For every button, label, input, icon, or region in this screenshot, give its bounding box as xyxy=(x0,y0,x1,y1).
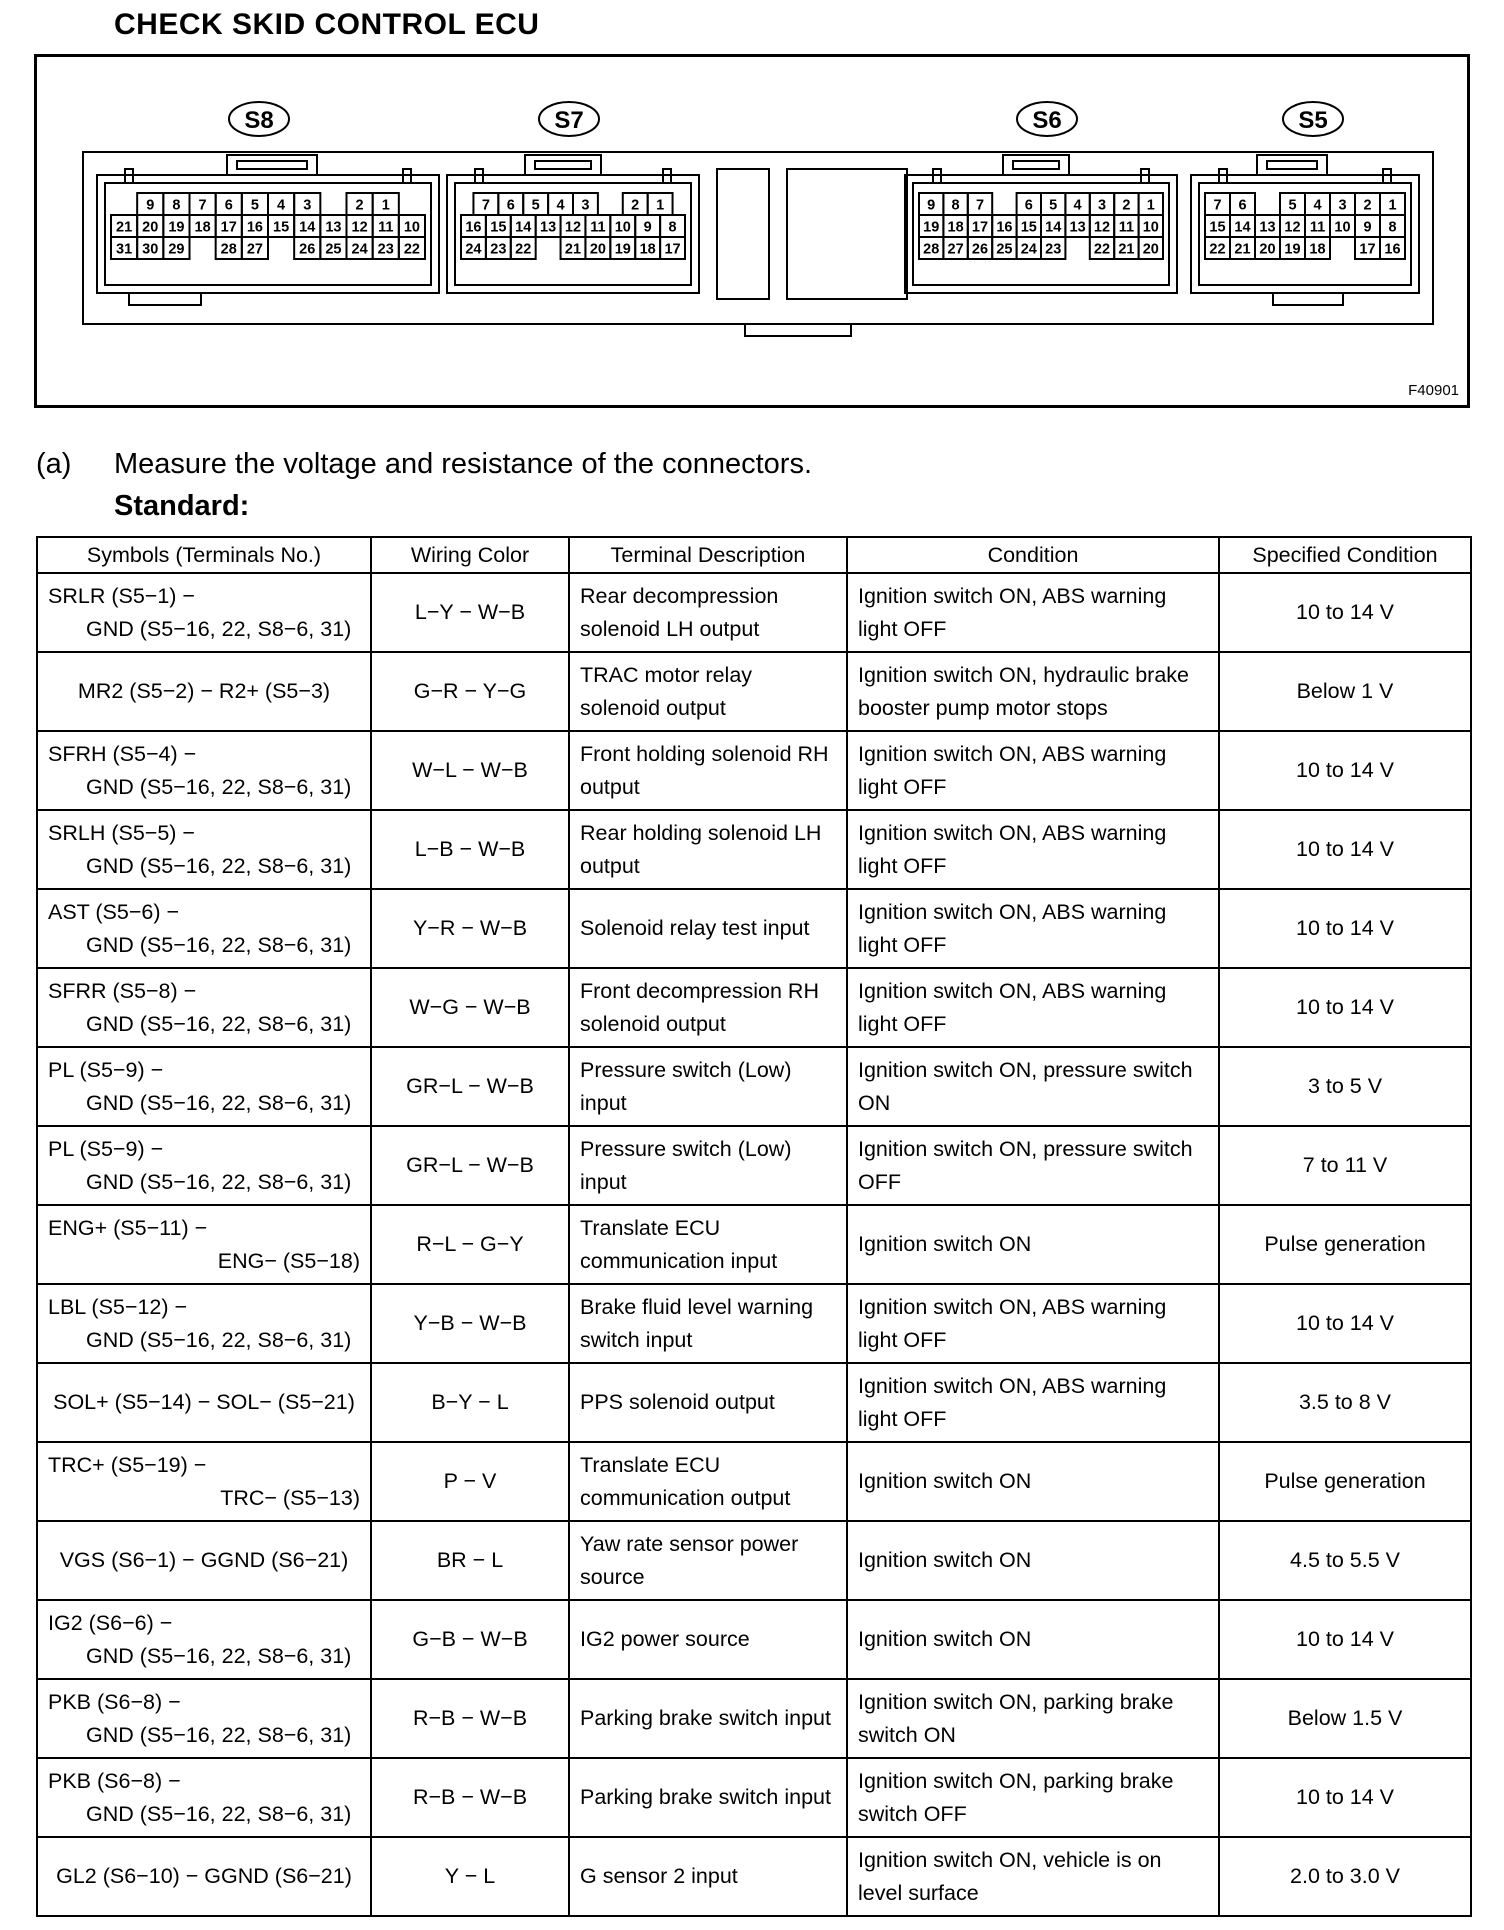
cell-terminal-description: Front holding solenoid RH output xyxy=(569,731,847,810)
symbol-line-1: TRC+ (S5−19) − xyxy=(48,1452,207,1477)
cell-wiring-color: G−B − W−B xyxy=(371,1600,569,1679)
pin-number: 18 xyxy=(1309,241,1326,258)
pin-number: 7 xyxy=(481,197,490,214)
header-wiring-color: Wiring Color xyxy=(371,537,569,573)
pin-number: 20 xyxy=(142,219,159,236)
pin-number: 16 xyxy=(246,219,263,236)
cell-condition: Ignition switch ON, hydraulic brake booster pump motor stops xyxy=(847,652,1219,731)
cell-specified-condition: 10 to 14 V xyxy=(1219,1284,1471,1363)
symbol-line-1: ENG+ (S5−11) − xyxy=(48,1215,208,1240)
cell-specified-condition: 4.5 to 5.5 V xyxy=(1219,1521,1471,1600)
pin-number: 28 xyxy=(923,241,940,258)
cell-terminal-description: Parking brake switch input xyxy=(569,1679,847,1758)
pin-number: 21 xyxy=(1118,241,1135,258)
symbol-line-1: MR2 (S5−2) − R2+ (S5−3) xyxy=(77,679,331,703)
pin-number: 2 xyxy=(355,197,364,214)
pin-number: 31 xyxy=(116,241,133,258)
connector-label: S5 xyxy=(1298,107,1328,134)
table-row xyxy=(37,1442,1471,1521)
pin-number: 18 xyxy=(639,241,656,258)
cell-terminal-description: Translate ECU communication output xyxy=(569,1442,847,1521)
connector-foot xyxy=(1273,293,1343,305)
header-condition: Condition xyxy=(847,537,1219,573)
cell-symbols xyxy=(37,1205,371,1284)
pin-number: 2 xyxy=(1122,197,1131,214)
standard-table xyxy=(36,536,1472,1917)
cell-terminal-description: Pressure switch (Low) input xyxy=(569,1047,847,1126)
pin-number: 20 xyxy=(1259,241,1276,258)
pin-number: 14 xyxy=(1234,219,1251,236)
symbol-line-2: ENG− (S5−18) xyxy=(217,1248,360,1273)
pin-number: 15 xyxy=(490,219,507,236)
cell-terminal-description: Front decompression RH solenoid output xyxy=(569,968,847,1047)
symbol-line-1: VGS (S6−1) − GGND (S6−21) xyxy=(59,1548,349,1572)
cell-specified-condition: 7 to 11 V xyxy=(1219,1126,1471,1205)
cell-wiring-color: W−L − W−B xyxy=(371,731,569,810)
pin-number: 1 xyxy=(1388,197,1397,214)
cell-wiring-color: GR−L − W−B xyxy=(371,1047,569,1126)
symbol-line-2: GND (S5−16, 22, S8−6, 31) xyxy=(86,1011,352,1036)
cell-terminal-description: Pressure switch (Low) input xyxy=(569,1126,847,1205)
cell-symbols xyxy=(37,1284,371,1363)
symbol-line-1: SRLR (S5−1) − xyxy=(48,583,195,608)
pin-number: 5 xyxy=(531,197,540,214)
pin-number: 13 xyxy=(325,219,342,236)
cell-terminal-description: Rear holding solenoid LH output xyxy=(569,810,847,889)
pin-number: 27 xyxy=(246,241,263,258)
pin-number: 12 xyxy=(351,219,368,236)
pin-number: 21 xyxy=(116,219,133,236)
pin-number: 23 xyxy=(1045,241,1062,258)
pin-number: 29 xyxy=(168,241,185,258)
blank-block xyxy=(717,169,769,299)
cell-wiring-color: P − V xyxy=(371,1442,569,1521)
table-row xyxy=(37,1205,1471,1284)
standard-label: Standard: xyxy=(114,490,250,522)
pin-number: 9 xyxy=(1363,219,1372,236)
symbol-line-1: SFRH (S5−4) − xyxy=(48,741,197,766)
cell-terminal-description: Rear decompression solenoid LH output xyxy=(569,573,847,652)
cell-wiring-color: GR−L − W−B xyxy=(371,1126,569,1205)
pin-number: 20 xyxy=(1142,241,1159,258)
pin-number: 14 xyxy=(1045,219,1062,236)
symbol-line-1: PL (S5−9) − xyxy=(48,1057,164,1082)
pin-number: 7 xyxy=(198,197,207,214)
pin-number: 28 xyxy=(220,241,237,258)
connector-label: S7 xyxy=(554,107,584,134)
cell-wiring-color: Y−R − W−B xyxy=(371,889,569,968)
cell-specified-condition: 10 to 14 V xyxy=(1219,1758,1471,1837)
cell-symbols xyxy=(37,652,371,731)
pin-number: 25 xyxy=(996,241,1013,258)
table-row xyxy=(37,573,1471,652)
pin-number: 16 xyxy=(1384,241,1401,258)
pin-number: 11 xyxy=(1118,219,1135,236)
connector-lock-slot xyxy=(1013,161,1059,169)
cell-condition: Ignition switch ON, vehicle is on level surface xyxy=(847,1837,1219,1916)
cell-wiring-color: R−L − G−Y xyxy=(371,1205,569,1284)
bottom-tab xyxy=(745,324,851,336)
cell-terminal-description: IG2 power source xyxy=(569,1600,847,1679)
pin-number: 6 xyxy=(1238,197,1247,214)
pin-number: 4 xyxy=(277,197,286,214)
cell-symbols xyxy=(37,810,371,889)
table-row xyxy=(37,1284,1471,1363)
cell-symbols xyxy=(37,889,371,968)
table-row xyxy=(37,1679,1471,1758)
pin-number: 21 xyxy=(564,241,582,258)
cell-condition: Ignition switch ON, pressure switch ON xyxy=(847,1047,1219,1126)
pin-number: 11 xyxy=(378,219,394,236)
pin-number: 5 xyxy=(1288,197,1297,214)
cell-terminal-description: G sensor 2 input xyxy=(569,1837,847,1916)
pin-number: 5 xyxy=(1049,197,1058,214)
connector-lock-slot xyxy=(535,161,591,169)
pin-number: 15 xyxy=(1020,219,1037,236)
pin-number: 7 xyxy=(1213,197,1222,214)
symbol-line-2: GND (S5−16, 22, S8−6, 31) xyxy=(86,1801,352,1826)
table-row xyxy=(37,1363,1471,1442)
cell-symbols xyxy=(37,1521,371,1600)
pin-number: 22 xyxy=(1093,241,1111,258)
pin-number: 1 xyxy=(656,197,665,214)
symbol-line-1: SOL+ (S5−14) − SOL− (S5−21) xyxy=(53,1390,355,1414)
pin-number: 22 xyxy=(403,241,420,258)
cell-wiring-color: L−Y − W−B xyxy=(371,573,569,652)
symbol-line-1: PKB (S6−8) − xyxy=(48,1689,181,1714)
pin-number: 7 xyxy=(975,197,985,214)
table-body xyxy=(37,573,1471,1916)
pin-number: 15 xyxy=(1209,219,1226,236)
pin-number: 19 xyxy=(614,241,631,258)
table-row xyxy=(37,1837,1471,1916)
pin-number: 16 xyxy=(996,219,1013,236)
table-row xyxy=(37,1047,1471,1126)
pin-number: 14 xyxy=(515,219,532,236)
cell-condition: Ignition switch ON, ABS warning light OFF xyxy=(847,889,1219,968)
header-specified-condition: Specified Condition xyxy=(1219,537,1471,573)
pin-number: 22 xyxy=(1209,241,1226,258)
symbol-line-2: GND (S5−16, 22, S8−6, 31) xyxy=(86,1643,352,1668)
pin-number: 17 xyxy=(971,219,989,236)
pin-number: 13 xyxy=(540,219,557,236)
table-row xyxy=(37,889,1471,968)
cell-condition: Ignition switch ON, ABS warning light OFF xyxy=(847,1363,1219,1442)
cell-terminal-description: Brake fluid level warning switch input xyxy=(569,1284,847,1363)
step-text: Measure the voltage and resistance of the connectors. xyxy=(114,448,813,480)
cell-wiring-color: R−B − W−B xyxy=(371,1679,569,1758)
cell-specified-condition: 10 to 14 V xyxy=(1219,573,1471,652)
cell-condition: Ignition switch ON xyxy=(847,1205,1219,1284)
cell-specified-condition: 10 to 14 V xyxy=(1219,1600,1471,1679)
cell-condition: Ignition switch ON xyxy=(847,1442,1219,1521)
cell-specified-condition: 2.0 to 3.0 V xyxy=(1219,1837,1471,1916)
pin-number: 13 xyxy=(1259,219,1276,236)
cell-terminal-description: TRAC motor relay solenoid output xyxy=(569,652,847,731)
connector-lock-tab xyxy=(525,155,601,175)
step-marker: (a) xyxy=(36,448,72,480)
connector-foot xyxy=(129,293,201,305)
table-row xyxy=(37,968,1471,1047)
cell-specified-condition: Pulse generation xyxy=(1219,1442,1471,1521)
pin-number: 2 xyxy=(631,197,640,214)
cell-terminal-description: Parking brake switch input xyxy=(569,1758,847,1837)
pin-number: 24 xyxy=(1020,241,1037,258)
instruction-step xyxy=(36,448,812,481)
cell-specified-condition: Below 1 V xyxy=(1219,652,1471,731)
table-row xyxy=(37,1758,1471,1837)
pin-number: 10 xyxy=(614,219,631,236)
symbol-line-2: GND (S5−16, 22, S8−6, 31) xyxy=(86,1090,352,1115)
cell-symbols xyxy=(37,1442,371,1521)
figure-code: F40901 xyxy=(1408,382,1459,399)
cell-wiring-color: W−G − W−B xyxy=(371,968,569,1047)
pin-number: 20 xyxy=(589,241,606,258)
blank-block xyxy=(787,169,907,299)
cell-condition: Ignition switch ON, parking brake switch ON xyxy=(847,1679,1219,1758)
cell-condition: Ignition switch ON, ABS warning light OFF xyxy=(847,1284,1219,1363)
cell-wiring-color: Y−B − W−B xyxy=(371,1284,569,1363)
symbol-line-1: GL2 (S6−10) − GGND (S6−21) xyxy=(56,1864,352,1888)
pin-number: 25 xyxy=(325,241,342,258)
cell-condition: Ignition switch ON xyxy=(847,1600,1219,1679)
cell-wiring-color: L−B − W−B xyxy=(371,810,569,889)
pin-number: 3 xyxy=(303,197,312,214)
pin-number: 17 xyxy=(1359,241,1376,258)
cell-symbols xyxy=(37,573,371,652)
pin-number: 12 xyxy=(1093,219,1111,236)
cell-specified-condition: 10 to 14 V xyxy=(1219,810,1471,889)
symbol-line-1: LBL (S5−12) − xyxy=(48,1294,188,1319)
cell-wiring-color: G−R − Y−G xyxy=(371,652,569,731)
table-row xyxy=(37,1521,1471,1600)
pin-number: 18 xyxy=(947,219,964,236)
pin-number: 17 xyxy=(220,219,237,236)
table-row xyxy=(37,1126,1471,1205)
pin-number: 19 xyxy=(923,219,940,236)
pin-number: 30 xyxy=(142,241,159,258)
cell-terminal-description: Yaw rate sensor power source xyxy=(569,1521,847,1600)
symbol-line-1: PKB (S6−8) − xyxy=(48,1768,181,1793)
pin-number: 9 xyxy=(927,197,936,214)
symbol-line-2: TRC− (S5−13) xyxy=(220,1485,360,1510)
pin-number: 19 xyxy=(168,219,185,236)
pin-number: 5 xyxy=(250,197,259,214)
connector-lock-slot xyxy=(237,161,307,169)
pin-number: 10 xyxy=(403,219,420,236)
cell-symbols xyxy=(37,731,371,810)
table-header-row xyxy=(37,537,1471,573)
cell-wiring-color: Y − L xyxy=(371,1837,569,1916)
pin-number: 9 xyxy=(643,219,652,236)
symbol-line-1: SRLH (S5−5) − xyxy=(48,820,195,845)
cell-condition: Ignition switch ON, ABS warning light OFF xyxy=(847,810,1219,889)
pin-number: 17 xyxy=(664,241,681,258)
pin-number: 24 xyxy=(465,241,482,258)
pin-number: 6 xyxy=(1024,197,1033,214)
pin-number: 1 xyxy=(381,197,390,214)
symbol-line-2: GND (S5−16, 22, S8−6, 31) xyxy=(86,1327,352,1352)
page-title: CHECK SKID CONTROL ECU xyxy=(114,8,540,41)
pin-number: 4 xyxy=(1073,197,1082,214)
pin-number: 19 xyxy=(1284,241,1301,258)
pin-number: 4 xyxy=(556,197,565,214)
pin-number: 26 xyxy=(299,241,316,258)
pin-number: 3 xyxy=(1338,197,1347,214)
cell-condition: Ignition switch ON, ABS warning light OFF xyxy=(847,731,1219,810)
cell-specified-condition: Pulse generation xyxy=(1219,1205,1471,1284)
pin-number: 2 xyxy=(1363,197,1372,214)
header-symbols: Symbols (Terminals No.) xyxy=(37,537,371,573)
cell-condition: Ignition switch ON, ABS warning light OFF xyxy=(847,573,1219,652)
pin-number: 23 xyxy=(377,241,394,258)
cell-symbols xyxy=(37,1047,371,1126)
cell-symbols xyxy=(37,1758,371,1837)
symbol-line-2: GND (S5−16, 22, S8−6, 31) xyxy=(86,616,352,641)
symbol-line-1: IG2 (S6−6) − xyxy=(48,1610,173,1635)
cell-condition: Ignition switch ON xyxy=(847,1521,1219,1600)
pin-number: 11 xyxy=(590,219,606,236)
pin-number: 4 xyxy=(1313,197,1322,214)
symbol-line-2: GND (S5−16, 22, S8−6, 31) xyxy=(86,932,352,957)
cell-condition: Ignition switch ON, pressure switch OFF xyxy=(847,1126,1219,1205)
symbol-line-2: GND (S5−16, 22, S8−6, 31) xyxy=(86,774,352,799)
symbol-line-2: GND (S5−16, 22, S8−6, 31) xyxy=(86,1169,352,1194)
connector-lock-tab xyxy=(227,155,317,175)
cell-symbols xyxy=(37,1679,371,1758)
cell-wiring-color: BR − L xyxy=(371,1521,569,1600)
pin-number: 8 xyxy=(951,197,960,214)
cell-symbols xyxy=(37,1837,371,1916)
pin-number: 8 xyxy=(1388,219,1397,236)
cell-specified-condition: 10 to 14 V xyxy=(1219,968,1471,1047)
pin-number: 8 xyxy=(668,219,677,236)
cell-wiring-color: R−B − W−B xyxy=(371,1758,569,1837)
pin-number: 21 xyxy=(1234,241,1251,258)
cell-condition: Ignition switch ON, parking brake switch OFF xyxy=(847,1758,1219,1837)
cell-condition: Ignition switch ON, ABS warning light OFF xyxy=(847,968,1219,1047)
symbol-line-2: GND (S5−16, 22, S8−6, 31) xyxy=(86,853,352,878)
cell-symbols xyxy=(37,1600,371,1679)
table-row xyxy=(37,810,1471,889)
pin-number: 9 xyxy=(146,197,155,214)
connector-label: S8 xyxy=(244,107,274,134)
pin-number: 14 xyxy=(299,219,316,236)
pin-number: 18 xyxy=(194,219,211,236)
pin-number: 24 xyxy=(351,241,368,258)
pin-number: 12 xyxy=(1284,219,1301,236)
connector-diagram xyxy=(34,54,1470,408)
table-row xyxy=(37,731,1471,810)
symbol-line-1: PL (S5−9) − xyxy=(48,1136,164,1161)
pin-number: 10 xyxy=(1142,219,1159,236)
cell-specified-condition: 10 to 14 V xyxy=(1219,889,1471,968)
cell-terminal-description: Solenoid relay test input xyxy=(569,889,847,968)
pin-number: 15 xyxy=(273,219,290,236)
cell-specified-condition: 10 to 14 V xyxy=(1219,731,1471,810)
pin-number: 26 xyxy=(971,241,989,258)
pin-number: 6 xyxy=(506,197,515,214)
cell-terminal-description: Translate ECU communication input xyxy=(569,1205,847,1284)
pin-number: 27 xyxy=(947,241,964,258)
cell-terminal-description: PPS solenoid output xyxy=(569,1363,847,1442)
pin-number: 12 xyxy=(564,219,582,236)
pin-number: 22 xyxy=(515,241,532,258)
cell-symbols xyxy=(37,1363,371,1442)
symbol-line-2: GND (S5−16, 22, S8−6, 31) xyxy=(86,1722,352,1747)
pin-number: 13 xyxy=(1069,219,1086,236)
pin-number: 3 xyxy=(1097,197,1107,214)
pin-number: 8 xyxy=(172,197,181,214)
connector-label: S6 xyxy=(1032,107,1062,134)
table-row xyxy=(37,652,1471,731)
cell-symbols xyxy=(37,968,371,1047)
pin-number: 3 xyxy=(581,197,590,214)
header-terminal-description: Terminal Description xyxy=(569,537,847,573)
pin-number: 11 xyxy=(1309,219,1326,236)
pin-number: 23 xyxy=(490,241,507,258)
pin-number: 6 xyxy=(224,197,233,214)
table-row xyxy=(37,1600,1471,1679)
symbol-line-1: AST (S5−6) − xyxy=(48,899,180,924)
cell-specified-condition: 3.5 to 8 V xyxy=(1219,1363,1471,1442)
pin-number: 16 xyxy=(465,219,482,236)
symbol-line-1: SFRR (S5−8) − xyxy=(48,978,197,1003)
connector-lock-slot xyxy=(1267,161,1317,169)
cell-specified-condition: Below 1.5 V xyxy=(1219,1679,1471,1758)
pin-number: 10 xyxy=(1334,219,1351,236)
connector-diagram-svg xyxy=(37,57,1467,405)
cell-symbols xyxy=(37,1126,371,1205)
cell-specified-condition: 3 to 5 V xyxy=(1219,1047,1471,1126)
cell-wiring-color: B−Y − L xyxy=(371,1363,569,1442)
pin-number: 1 xyxy=(1146,197,1155,214)
